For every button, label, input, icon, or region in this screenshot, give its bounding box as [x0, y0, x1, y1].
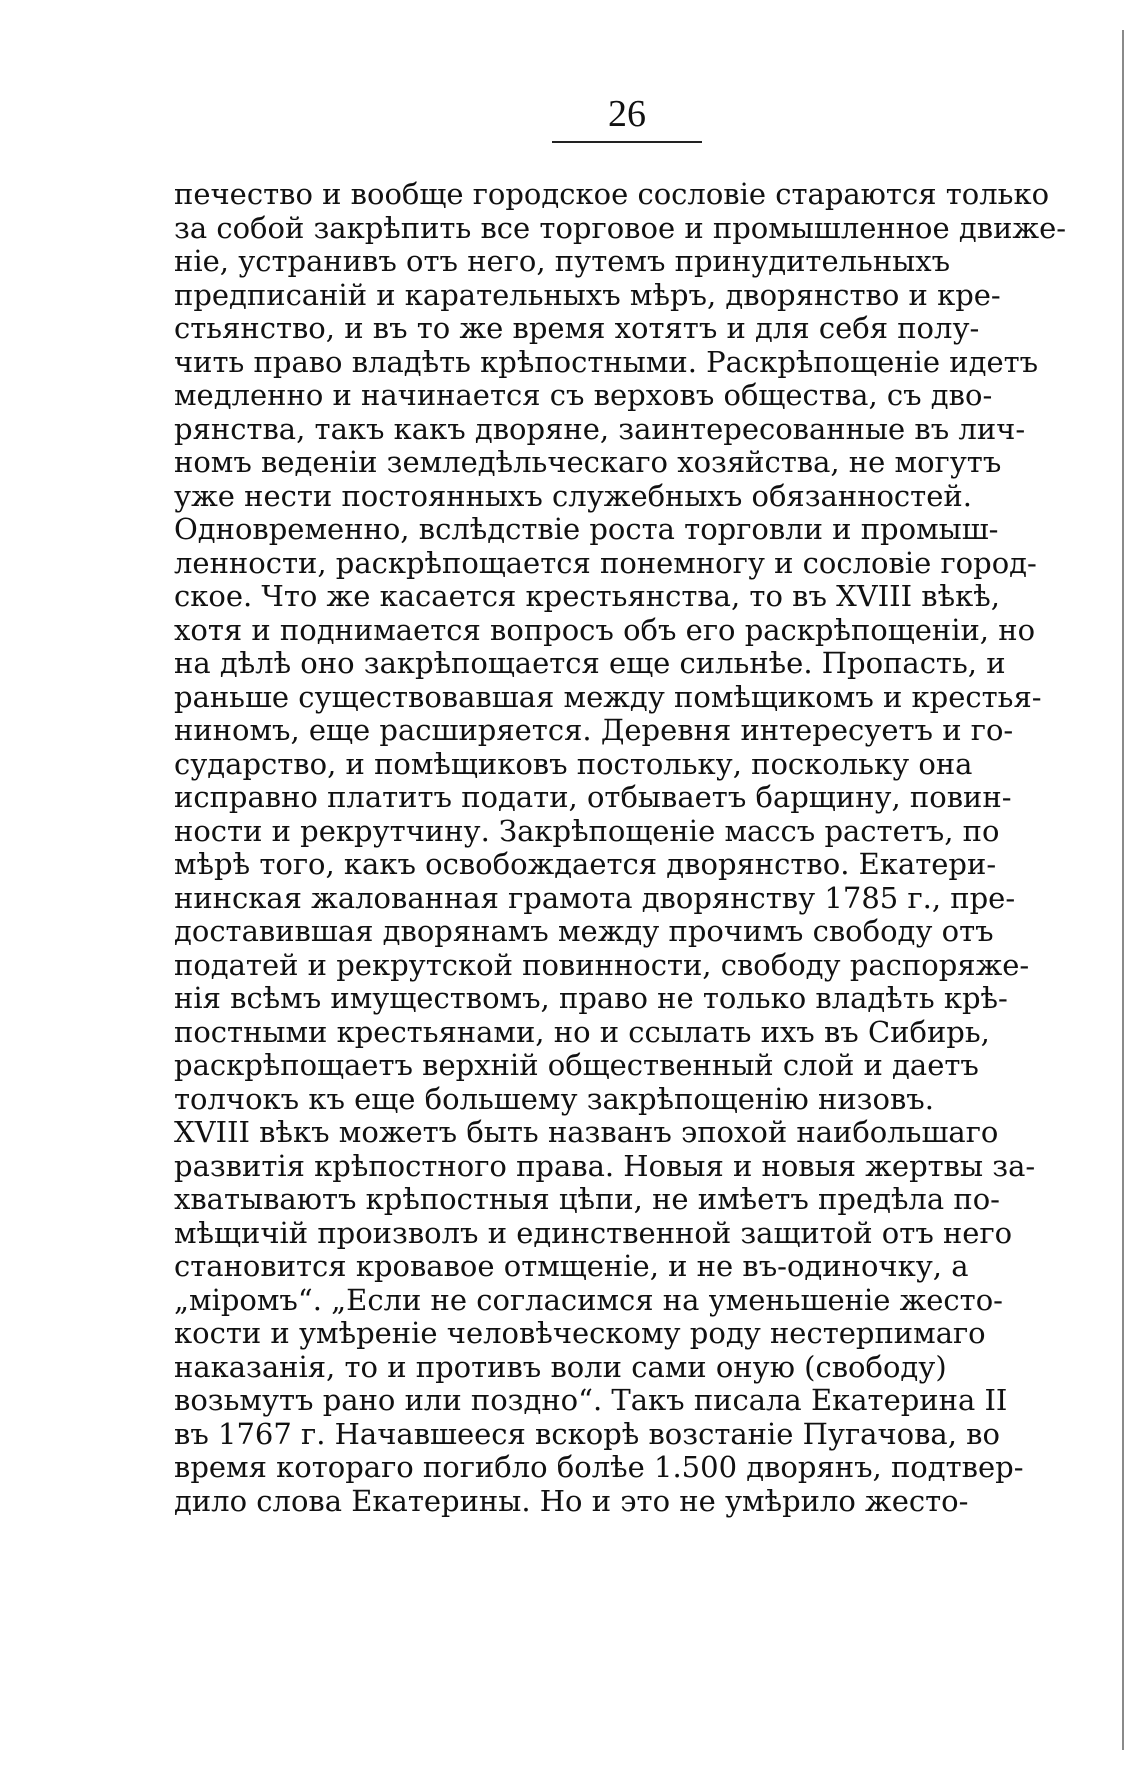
page-number-rule [552, 141, 702, 143]
text-line: сударство, и помѣщиковъ постольку, поскольку она [174, 746, 973, 781]
text-line: возьмутъ рано или поздно“. Такъ писала Екатерина II [174, 1383, 1008, 1417]
text-line: исправно платитъ подати, отбываетъ барщину, повин- [174, 780, 1012, 814]
text-line: постными крестьянами, но и ссылать ихъ въ Сибирь, [174, 1014, 990, 1049]
text-line: ности и рекрутчину. Закрѣпощеніе массъ растетъ, по [174, 813, 1000, 848]
text-line: раскрѣпощаетъ верхній общественный слой и даетъ [174, 1048, 979, 1082]
text-line: развитія крѣпостного права. Новыя и новыя жертвы за- [174, 1148, 1036, 1183]
text-line: XVIII вѣкъ можетъ быть названъ эпохой наибольшаго [174, 1115, 999, 1149]
text-line: „міромъ“. „Если не согласимся на уменьшеніе жесто- [174, 1282, 1003, 1317]
text-line: нія всѣмъ имуществомъ, право не только владѣть крѣ- [174, 981, 1008, 1015]
text-line: ніе, устранивъ отъ него, путемъ принудительныхъ [174, 244, 951, 278]
text-line: толчокъ къ еще большему закрѣпощенію низовъ. [174, 1081, 934, 1116]
text-line: въ 1767 г. Начавшееся вскорѣ возстаніе Пугачова, во [174, 1416, 1000, 1451]
text-line: стьянство, и въ то же время хотятъ и для себя полу- [174, 311, 980, 345]
text-line: раньше существовавшая между помѣщикомъ и крестья- [174, 679, 1042, 714]
text-line: ское. Что же касается крестьянства, то въ XVIII вѣкѣ, [174, 579, 1000, 613]
body-text [174, 178, 1108, 1518]
text-line: Одновременно, вслѣдствіе роста торговли и промыш- [174, 512, 999, 546]
text-line: время котораго погибло болѣе 1.500 дворянъ, подтвер- [174, 1450, 1024, 1484]
text-line: становится кровавое отмщеніе, и не въ-одиночку, а [174, 1249, 969, 1283]
text-line: податей и рекрутской повинности, свободу распоряже- [174, 947, 1030, 982]
text-line: нинская жалованная грамота дворянству 1785 г., пре- [174, 880, 1016, 915]
text-line: кости и умѣреніе человѣческому роду нестерпимаго [174, 1316, 986, 1350]
text-line: предписаній и карательныхъ мѣръ, дворянство и кре- [174, 277, 1001, 312]
text-line: хватываютъ крѣпостныя цѣпи, не имѣетъ предѣла по- [174, 1182, 1000, 1216]
text-line: дило слова Екатерины. Но и это не умѣрило жесто- [174, 1483, 969, 1518]
text-line: медленно и начинается съ верховъ общества, съ дво- [174, 378, 993, 412]
text-line: наказанія, то и противъ воли сами оную (свободу) [174, 1349, 947, 1384]
text-line: ленности, раскрѣпощается понемногу и сословіе город- [174, 545, 1037, 580]
page-edge-shadow [1122, 30, 1124, 1750]
text-line: доставившая дворянамъ между прочимъ свободу отъ [174, 914, 994, 948]
text-line: за собой закрѣпить все торговое и промышленное движе- [174, 210, 1067, 245]
text-line: чить право владѣть крѣпостными. Раскрѣпощеніе идетъ [174, 344, 1039, 379]
text-line: мѣщичій произволъ и единственной защитой отъ него [174, 1215, 1013, 1250]
text-line: хотя и поднимается вопросъ объ его раскрѣпощеніи, но [174, 612, 1036, 647]
text-line: уже нести постоянныхъ служебныхъ обязанностей. [174, 478, 972, 513]
text-line: рянства, такъ какъ дворяне, заинтересованные въ лич- [174, 411, 1026, 446]
text-line: на дѣлѣ оно закрѣпощается еще сильнѣе. Пропасть, и [174, 646, 1006, 680]
text-line: мѣрѣ того, какъ освобождается дворянство. Екатери- [174, 847, 997, 881]
text-line: номъ веденіи земледѣльческаго хозяйства, не могутъ [174, 445, 1002, 479]
page-number: 26 [608, 93, 646, 135]
text-line: ниномъ, еще расширяется. Деревня интересуетъ и го- [174, 713, 1014, 747]
text-line: печество и вообще городское сословіе стараются только [174, 177, 1050, 211]
